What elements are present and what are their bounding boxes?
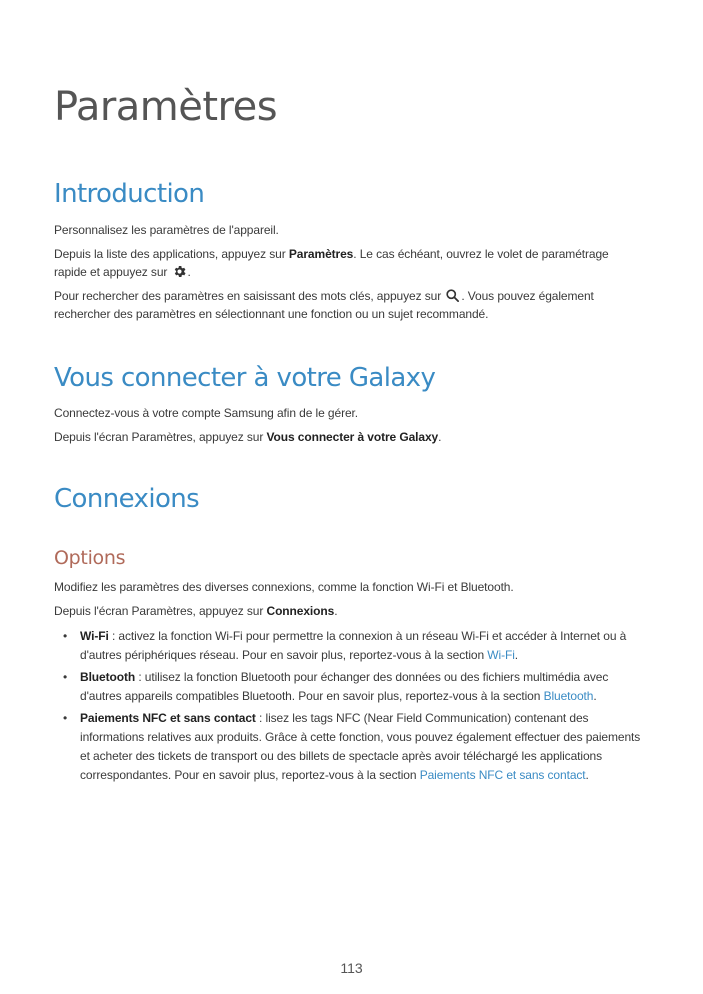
- list-item-bluetooth: • Bluetooth : utilisez la fonction Bluetooth pour échanger des données ou des fichiers multimédia avec d'autres appareils compatibles Bluetooth. Pour en savoir plus, reportez-vous à la section Bluetooth.: [63, 670, 609, 703]
- galaxy-term: Vous connecter à votre Galaxy: [266, 430, 439, 444]
- section-heading-galaxy: Vous connecter à votre Galaxy: [54, 363, 436, 393]
- options-paragraph-1: Modifiez les paramètres des diverses connexions, comme la fonction Wi-Fi et Bluetooth.: [54, 580, 514, 594]
- list-item-nfc: • Paiements NFC et sans contact : lisez les tags NFC (Near Field Communication) contenant des informations relatives aux produits. Grâce à cette fonction, vous pouvez également effectuer des paiements et acheter des tickets de transport ou des billets de spectacle après avoir téléchargé les applications correspondantes. Pour en savoir plus, reportez-vous à la section Paiements NFC et sans contact.: [63, 711, 641, 782]
- list-item-wifi: • Wi-Fi : activez la fonction Wi-Fi pour permettre la connexion à un réseau Wi-Fi et accéder à Internet ou à d'autres périphériques réseau. Pour en savoir plus, reportez-vous à la section Wi-Fi.: [63, 629, 627, 662]
- gear-icon: [172, 264, 187, 279]
- intro-paragraph-2: Depuis la liste des applications, appuyez sur Paramètres. Le cas échéant, ouvrez le volet de paramétrage rapide et appuyez sur .: [54, 247, 609, 279]
- settings-term: Paramètres: [288, 247, 354, 261]
- intro-paragraph-3: Pour rechercher des paramètres en saisissant des mots clés, appuyez sur . Vous pouvez également rechercher des paramètres en sélectionnant une fonction ou un sujet recommandé.: [54, 289, 594, 321]
- galaxy-paragraph-2: Depuis l'écran Paramètres, appuyez sur Vous connecter à votre Galaxy.: [54, 430, 442, 444]
- page-number: 113: [340, 960, 363, 976]
- link-bluetooth[interactable]: Bluetooth: [543, 689, 594, 703]
- section-heading-connexions: Connexions: [54, 484, 200, 514]
- options-paragraph-2: Depuis l'écran Paramètres, appuyez sur Connexions.: [54, 604, 338, 618]
- section-heading-introduction: Introduction: [54, 179, 205, 209]
- page-title: Paramètres: [54, 84, 278, 130]
- link-wifi[interactable]: Wi-Fi: [487, 648, 515, 662]
- link-nfc[interactable]: Paiements NFC et sans contact: [419, 768, 586, 782]
- options-list: [54, 627, 649, 788]
- intro-paragraph-1: Personnalisez les paramètres de l'appareil.: [54, 223, 279, 237]
- galaxy-paragraph-1: Connectez-vous à votre compte Samsung afin de le gérer.: [54, 406, 359, 420]
- search-icon: [445, 288, 460, 303]
- connexions-term: Connexions: [266, 604, 335, 618]
- subsection-heading-options: Options: [54, 547, 126, 569]
